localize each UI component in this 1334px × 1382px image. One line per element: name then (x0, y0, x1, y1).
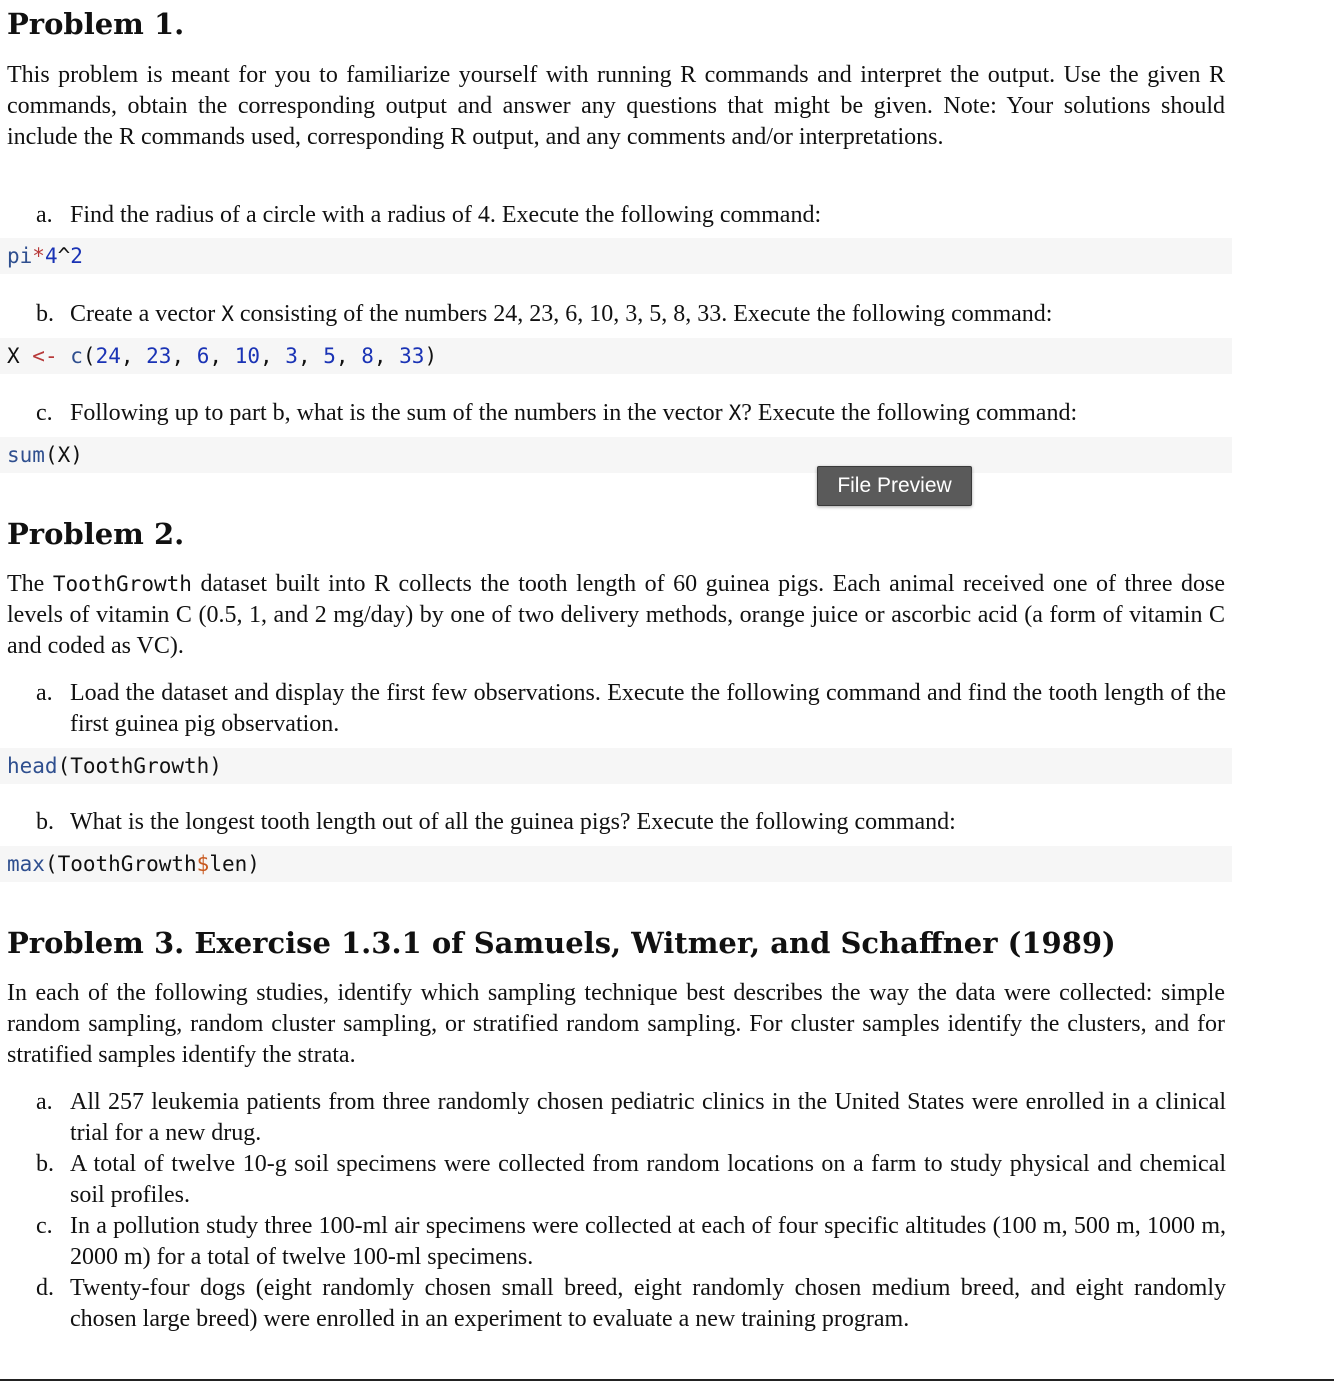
inline-code-dataset: ToothGrowth (52, 572, 192, 596)
code-token: ( (82, 344, 96, 368)
page-bottom-divider (0, 1379, 1334, 1381)
code-token: 6 (196, 344, 210, 368)
part-text: A total of twelve 10-g soil specimens were collected from random locations on a farm to study physical and chemical soil profiles. (70, 1151, 1226, 1208)
file-preview-tooltip: File Preview (817, 466, 972, 506)
code-token: , (335, 344, 362, 368)
part-text: In a pollution study three 100-ml air specimens were collected at each of four specific altitudes (100 m, 500 m, 1000 m, 2000 m) for a total of twelve 100-ml specimens. (70, 1213, 1226, 1270)
problem-1-part-a (36, 200, 1226, 231)
problem-1-title: Problem 1. (7, 7, 185, 41)
part-text: Find the radius of a circle with a radius of 4. Execute the following command: (70, 202, 822, 228)
part-label: a. (36, 1089, 53, 1115)
code-token: pi (7, 244, 33, 268)
code-token: $ (196, 852, 210, 876)
code-block-max (0, 846, 1232, 882)
problem-2-intro (7, 569, 1225, 662)
part-text: Load the dataset and display the first few observations. Execute the following command and find the tooth length of the first guinea pig observation. (70, 680, 1226, 737)
part-text-after: consisting of the numbers 24, 23, 6, 10, 3, 5, 8, 33. Execute the following command: (233, 301, 1053, 327)
code-token: ) (424, 344, 438, 368)
part-text-before: Create a vector (70, 301, 222, 327)
code-token: , (209, 344, 235, 368)
code-token: 24 (95, 344, 121, 368)
code-token: 3 (285, 344, 298, 368)
inline-code-var: X (221, 302, 234, 326)
problem-1-part-b (36, 299, 1226, 330)
code-token: , (297, 344, 324, 368)
part-label: a. (36, 202, 53, 228)
problem-3-item-b (36, 1149, 1226, 1211)
part-label: b. (36, 809, 54, 835)
code-token (58, 344, 71, 368)
part-label: b. (36, 1151, 54, 1177)
code-token: head (7, 754, 58, 778)
code-token: ^ (57, 244, 71, 268)
code-token: len) (209, 852, 260, 876)
intro-before: The (7, 571, 53, 597)
code-block-pi (0, 238, 1232, 274)
code-token: , (120, 344, 147, 368)
part-label: a. (36, 680, 53, 706)
code-token: 5 (323, 344, 336, 368)
problem-3-intro: In each of the following studies, identify which sampling technique best describes the way the data were collected: simple random sampling, random cluster sampling, or stratified random sampling. For cluster samples identify the clusters, and for stratified samples identify the strata. (7, 980, 1225, 1068)
code-token: 10 (234, 344, 260, 368)
code-token: 33 (399, 344, 425, 368)
part-label: d. (36, 1275, 54, 1301)
part-text: What is the longest tooth length out of all the guinea pigs? Execute the following command: (70, 809, 956, 835)
code-token: (ToothGrowth) (57, 754, 222, 778)
part-label: b. (36, 301, 54, 327)
part-text-before: Following up to part b, what is the sum of the numbers in the vector (70, 400, 729, 426)
code-token: 2 (70, 244, 83, 268)
problem-3-item-d (36, 1273, 1226, 1335)
problem-2-part-a (36, 678, 1226, 740)
code-token: (X) (44, 443, 83, 467)
part-text: All 257 leukemia patients from three randomly chosen pediatric clinics in the United States were enrolled in a clinical trial for a new drug. (70, 1089, 1226, 1146)
problem-3-item-a (36, 1087, 1226, 1149)
code-token: , (171, 344, 197, 368)
problem-3-item-c (36, 1211, 1226, 1273)
code-token: c (70, 344, 83, 368)
code-token: 8 (361, 344, 374, 368)
problem-3-title: Problem 3. Exercise 1.3.1 of Samuels, Witmer, and Schaffner (1989) (7, 926, 1116, 960)
part-text (36, 299, 1226, 330)
code-token: 23 (146, 344, 172, 368)
problem-1-intro: This problem is meant for you to familiarize yourself with running R commands and interpret the output. Use the given R commands, obtain the corresponding output and answer any questions that might be given. Note: Your solutions should include the R commands used, corresponding R output, and any comments and/or interpretations. (7, 62, 1225, 150)
part-text-after: ? Execute the following command: (741, 400, 1078, 426)
part-text: Twenty-four dogs (eight randomly chosen small breed, eight randomly chosen medium breed, and eight randomly chosen large breed) were enrolled in an experiment to evaluate a new training program. (70, 1275, 1226, 1332)
code-token: * (32, 244, 45, 268)
problem-1-part-c (36, 398, 1226, 429)
code-token: 4 (44, 244, 58, 268)
part-text (36, 398, 1226, 429)
code-token: max (7, 852, 45, 876)
code-token: X (7, 344, 33, 368)
code-token: (ToothGrowth (44, 852, 197, 876)
code-block-head (0, 748, 1232, 784)
problem-2-part-b (36, 807, 1226, 838)
code-token: , (373, 344, 400, 368)
inline-code-var: X (728, 401, 742, 425)
part-label: c. (36, 400, 53, 426)
code-block-sum (0, 437, 1232, 473)
intro-after: dataset built into R collects the tooth length of 60 guinea pigs. Each animal received one of three dose levels of vitamin C (0.5, 1, and 2 mg/day) by one of two delivery methods, orange juice or ascorbic acid (a form of vitamin C and coded as VC). (7, 571, 1225, 659)
code-token: sum (7, 443, 45, 467)
part-label: c. (36, 1213, 53, 1239)
code-block-vector (0, 338, 1232, 374)
code-token: , (260, 344, 286, 368)
problem-2-title: Problem 2. (7, 517, 185, 551)
code-token: <- (32, 344, 58, 368)
